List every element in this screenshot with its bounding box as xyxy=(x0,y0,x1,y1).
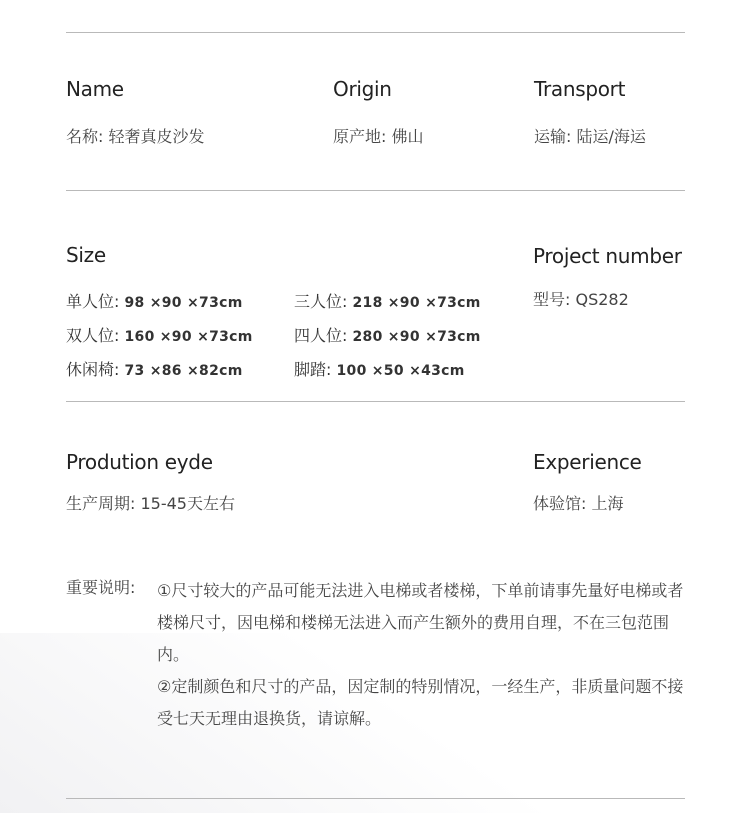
size-item-value: 100 ×50 ×43cm xyxy=(336,363,465,379)
size-item-label: 三人位: xyxy=(294,292,353,311)
notes-label: 重要说明: xyxy=(66,578,136,597)
size-item-value: 218 ×90 ×73cm xyxy=(352,295,481,311)
size-item-lounge-chair xyxy=(66,357,243,380)
size-item-value: 98 ×90 ×73cm xyxy=(124,295,243,311)
size-item-triple xyxy=(294,289,481,312)
size-item-value: 160 ×90 ×73cm xyxy=(124,329,253,345)
transport-heading: Transport xyxy=(534,77,626,101)
production-value: 生产周期: 15-45天左右 xyxy=(66,494,235,513)
project-number-value: 型号: QS282 xyxy=(533,290,629,309)
transport-value: 运输: 陆运/海运 xyxy=(534,127,646,146)
size-heading: Size xyxy=(66,243,106,267)
notes-body xyxy=(157,575,687,735)
production-heading: Prodution eyde xyxy=(66,450,213,474)
divider-2 xyxy=(66,401,685,402)
size-item-label: 单人位: xyxy=(66,292,125,311)
name-heading: Name xyxy=(66,77,124,101)
divider-1 xyxy=(66,190,685,191)
origin-value: 原产地: 佛山 xyxy=(333,127,424,146)
size-item-label: 脚踏: xyxy=(294,360,337,379)
size-item-value: 280 ×90 ×73cm xyxy=(352,329,481,345)
size-item-single xyxy=(66,289,243,312)
origin-heading: Origin xyxy=(333,77,392,101)
name-value: 名称: 轻奢真皮沙发 xyxy=(66,127,205,146)
project-number-heading: Project number xyxy=(533,244,682,268)
experience-value: 体验馆: 上海 xyxy=(533,494,624,513)
size-item-label: 双人位: xyxy=(66,326,125,345)
note-paragraph: ①尺寸较大的产品可能无法进入电梯或者楼梯，下单前请事先量好电梯或者楼梯尺寸，因电梯和楼梯无法进入而产生额外的费用自理，不在三包范围内。 xyxy=(157,581,684,664)
note-paragraph: ②定制颜色和尺寸的产品，因定制的特别情况，一经生产，非质量问题不接受七天无理由退换货，请谅解。 xyxy=(157,677,684,728)
size-item-footstool xyxy=(294,357,465,380)
size-item-label: 四人位: xyxy=(294,326,353,345)
divider-top xyxy=(66,32,685,33)
size-item-double xyxy=(66,323,253,346)
experience-heading: Experience xyxy=(533,450,642,474)
size-item-value: 73 ×86 ×82cm xyxy=(124,363,243,379)
size-item-quad xyxy=(294,323,481,346)
size-item-label: 休闲椅: xyxy=(66,360,125,379)
divider-bottom xyxy=(66,798,685,799)
